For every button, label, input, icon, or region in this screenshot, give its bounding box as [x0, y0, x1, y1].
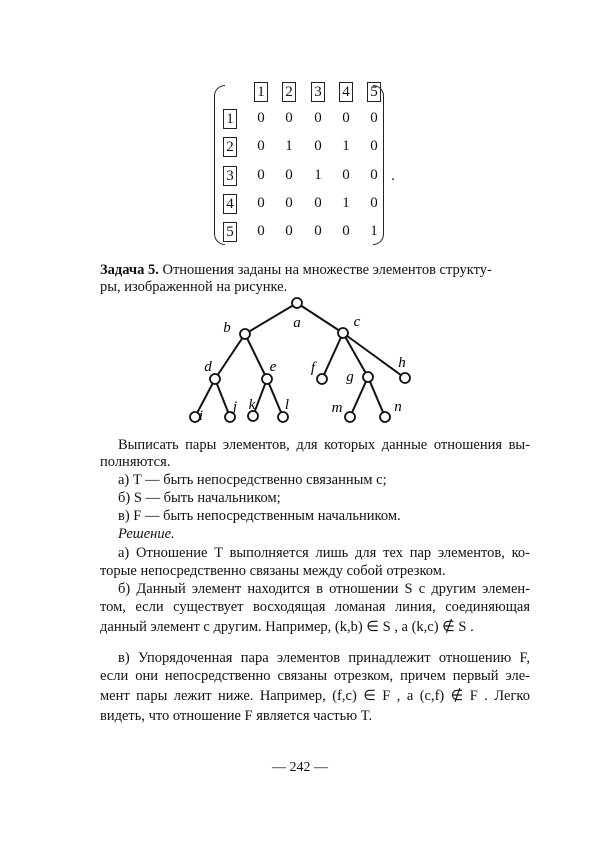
matrix-cell: 0: [285, 167, 293, 183]
tree-node-e: [262, 374, 272, 384]
matrix-cell: 0: [314, 223, 322, 239]
tree-node-d: [210, 374, 220, 384]
matrix-cell: 0: [314, 138, 322, 154]
task-title: Задача 5.: [100, 262, 159, 278]
tree-node-label: h: [398, 355, 406, 371]
matrix-cell: 0: [342, 167, 350, 183]
tree-node-label: k: [248, 397, 256, 413]
column-header: 4: [339, 82, 353, 102]
tree-edge: [215, 334, 245, 379]
paragraph-line: мент пары лежит ниже. Например, (f,c) ∈ F , а (c,f) ∉ F . Легко: [100, 688, 530, 704]
row-header: 1: [223, 109, 237, 129]
paragraph-line: б) Данный элемент находится в отношении S с другим элемен-: [118, 581, 530, 597]
task-heading: [100, 262, 530, 279]
tree-node-n: [380, 412, 390, 422]
matrix-cell: 1: [314, 167, 322, 183]
solution-heading: Решение.: [118, 526, 175, 542]
relation-matrix: [214, 84, 395, 245]
paragraph-line: Выписать пары элементов, для которых данные отношения вы-: [118, 437, 530, 453]
tree-node-f: [317, 374, 327, 384]
paragraph-line: если они непосредственно связаны отрезком, причем первый эле-: [100, 668, 530, 684]
tree-edge: [267, 379, 283, 417]
matrix-cell: 1: [342, 138, 350, 154]
tree-node-label: f: [310, 360, 316, 376]
tree-node-label: e: [269, 359, 277, 375]
tree-edge: [322, 333, 343, 379]
tree-edge: [215, 379, 230, 417]
tree-node-label: d: [204, 359, 212, 375]
column-header: 5: [367, 82, 381, 102]
tree-node-label: n: [394, 399, 402, 415]
matrix-cell: 0: [257, 110, 265, 126]
paragraph-line: торые непосредственно связаны между собой отрезком.: [100, 563, 446, 579]
tree-node-label: b: [223, 320, 231, 336]
tree-node-b: [240, 329, 250, 339]
tree-node-label: c: [353, 314, 361, 330]
matrix-cell: 0: [370, 167, 378, 183]
matrix-cell: 0: [370, 110, 378, 126]
row-header: 3: [223, 166, 237, 186]
tree-edge: [297, 303, 343, 333]
paragraph-line: полняются.: [100, 454, 171, 470]
row-header: 2: [223, 137, 237, 157]
tree-node-a: [292, 298, 302, 308]
tree-diagram: [180, 290, 430, 430]
list-item-a: а) T — быть непосредственно связанным с;: [118, 472, 387, 488]
list-item-c: в) F — быть непосредственным начальником.: [118, 508, 401, 524]
column-header: 3: [311, 82, 325, 102]
row-header: 5: [223, 222, 237, 242]
matrix-cell: 0: [370, 195, 378, 211]
tree-node-m: [345, 412, 355, 422]
tree-edge: [368, 377, 385, 417]
tree-edge: [245, 334, 267, 379]
tree-node-h: [400, 373, 410, 383]
task-text-line2: ры, изображенной на рисунке.: [100, 279, 288, 295]
matrix-cell: 0: [314, 195, 322, 211]
matrix-cell: 0: [257, 195, 265, 211]
paragraph-line: данный элемент с другим. Например, (k,b) ∈ S , а (k,c) ∉ S .: [100, 619, 474, 635]
paragraph-line: том, если существует восходящая ломаная линия, соединяющая: [100, 599, 530, 615]
tree-node-label: i: [198, 408, 204, 424]
matrix-cell: 0: [314, 110, 322, 126]
tree-node-c: [338, 328, 348, 338]
matrix-cell: 1: [370, 223, 378, 239]
matrix-cell: 0: [342, 110, 350, 126]
task-text-line1: Отношения заданы на множестве элементов структу-: [158, 262, 492, 278]
matrix-cell: 0: [257, 167, 265, 183]
column-header: 1: [254, 82, 268, 102]
matrix-cell: 0: [257, 223, 265, 239]
list-item-b: б) S — быть начальником;: [118, 490, 281, 506]
matrix-cell: 0: [257, 138, 265, 154]
tree-node-g: [363, 372, 373, 382]
paragraph-line: в) Упорядоченная пара элементов принадлежит отношению F,: [118, 650, 530, 666]
tree-node-label: g: [346, 369, 354, 385]
tree-node-label: a: [293, 315, 301, 331]
column-header: 2: [282, 82, 296, 102]
tree-node-label: j: [232, 399, 238, 415]
matrix-cell: 1: [342, 195, 350, 211]
tree-node-label: l: [284, 397, 290, 413]
tree-node-label: m: [331, 400, 343, 416]
matrix-cell: 0: [285, 223, 293, 239]
matrix-cell: 0: [285, 110, 293, 126]
row-header: 4: [223, 194, 237, 214]
matrix-cell: 0: [285, 195, 293, 211]
matrix-cell: 1: [285, 138, 293, 154]
paragraph-line: видеть, что отношение F является частью T.: [100, 708, 373, 724]
matrix-cell: 0: [370, 138, 378, 154]
tree-node-l: [278, 412, 288, 422]
matrix-cell: 0: [342, 223, 350, 239]
matrix-trailing-dot: .: [391, 168, 395, 184]
tree-edge: [245, 303, 297, 334]
page-number: — 242 —: [272, 760, 328, 775]
paragraph-line: а) Отношение T выполняется лишь для тех пар элементов, ко-: [118, 545, 530, 561]
